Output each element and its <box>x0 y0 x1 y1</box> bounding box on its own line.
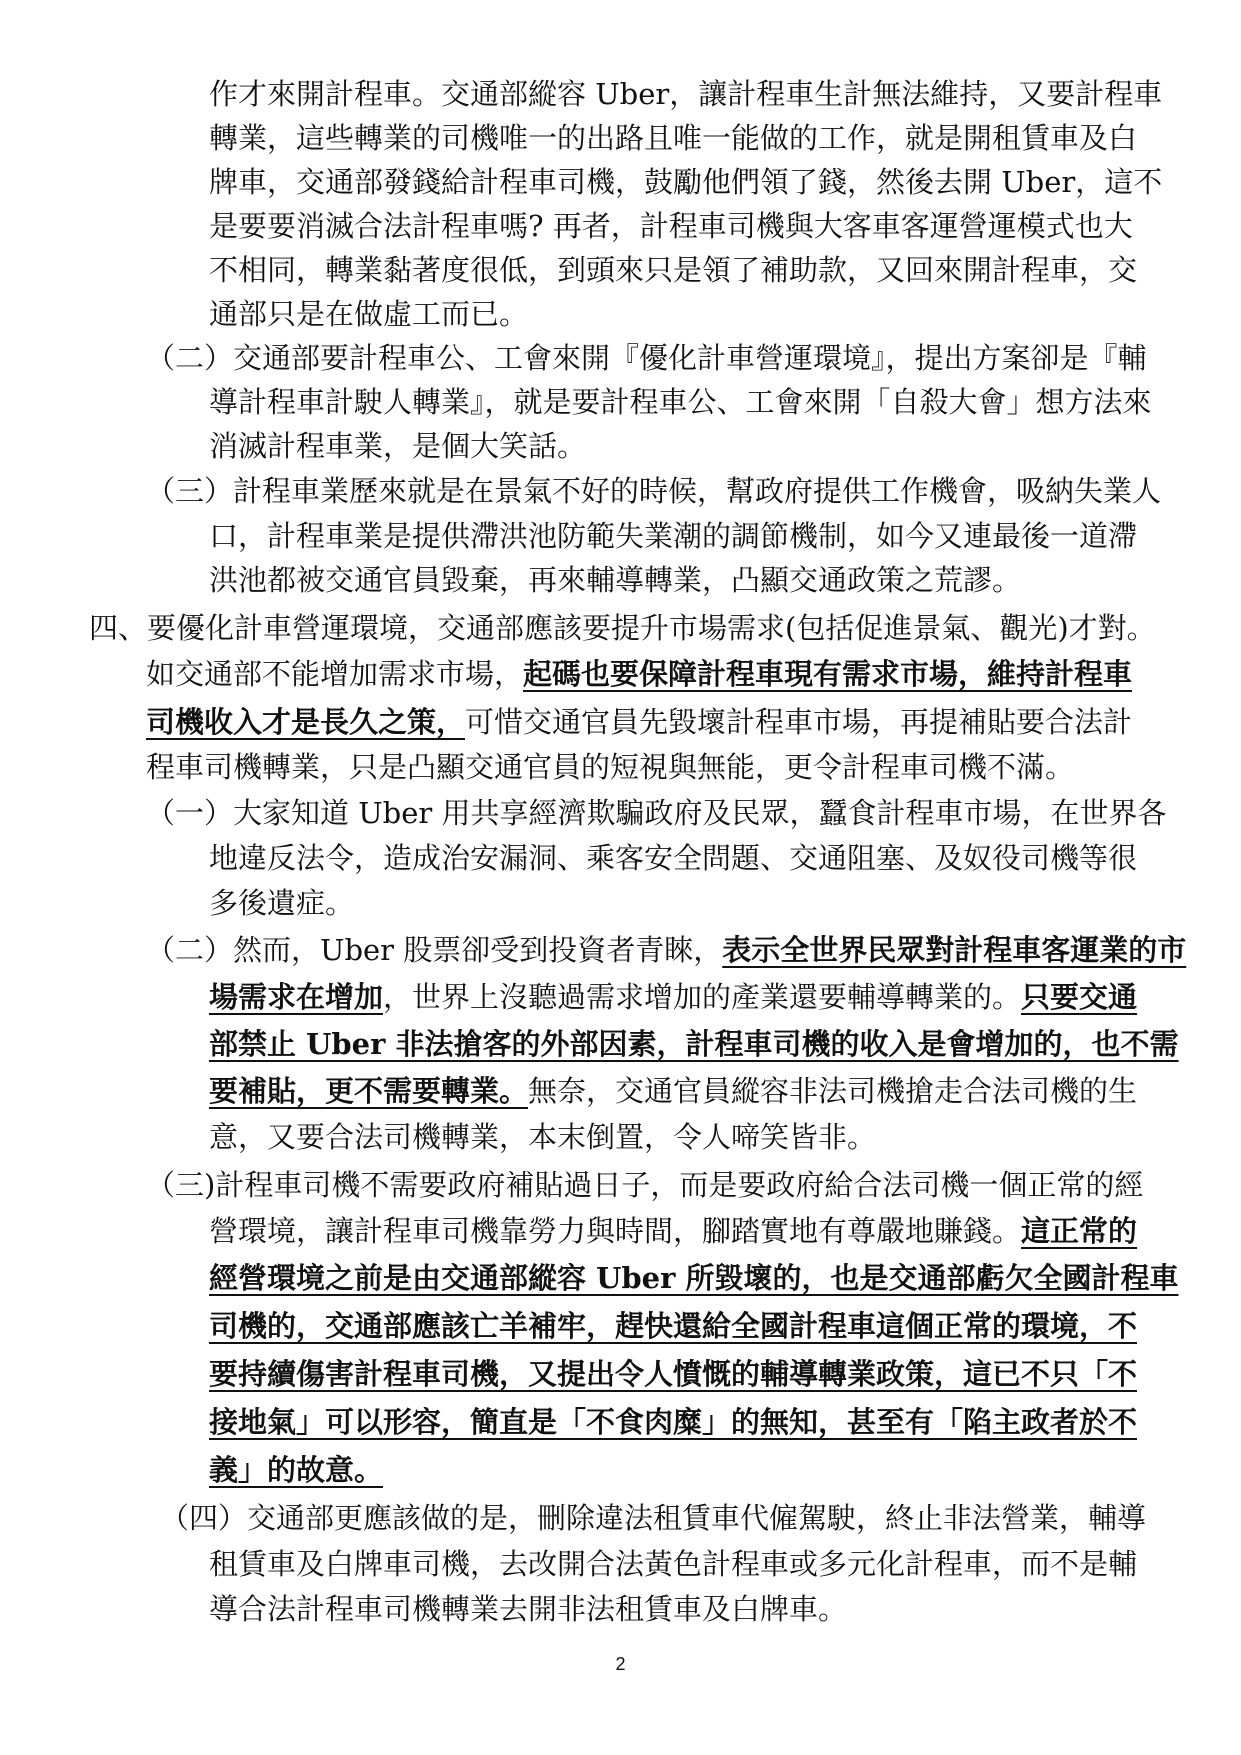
emphasis-text: 司機收入才是長久之策， <box>146 705 466 739</box>
emphasis-text: 只要交通 <box>1021 980 1138 1014</box>
text-line: （一）大家知道 Uber 用共享經濟欺騙政府及民眾，蠶食計程車市場，在世界各 <box>146 796 1167 830</box>
text-line: 租賃車及白牌車司機，去改開合法黃色計程車或多元化計程車，而不是輔 <box>209 1547 1138 1581</box>
text-line <box>209 1020 1179 1068</box>
plain-text: 營環境，讓計程車司機靠勞力與時間，腳踏實地有尊嚴地賺錢。 <box>209 1214 1022 1248</box>
emphasis-text: 接地氣」可以形容，簡直是「不食肉糜」的無知，甚至有「陷主政者於不 <box>209 1405 1138 1439</box>
emphasis-text: 部禁止 Uber 非法搶客的外部因素，計程車司機的收入是會增加的，也不需 <box>209 1027 1179 1061</box>
plain-text: 如交通部不能增加需求市場， <box>146 657 524 691</box>
text-line: （三）計程車業歷來就是在景氣不好的時候，幫政府提供工作機會，吸納失業人 <box>146 474 1162 508</box>
section-heading: 四、要優化計車營運環境，交通部應該要提升市場需求(包括促進景氣、觀光)才對。 <box>89 611 1156 645</box>
emphasis-text: 要持續傷害計程車司機，又提出令人憤慨的輔導轉業政策，這已不只「不 <box>209 1357 1138 1391</box>
emphasis-text: 起碼也要保障計程車現有需求市場，維持計程車 <box>523 657 1133 691</box>
plain-text: 無奈，交通官員縱容非法司機搶走合法司機的生 <box>528 1074 1138 1108</box>
text-line <box>209 1067 1137 1115</box>
plain-text: 可惜交通官員先毀壞計程車市場，再提補貼要合法計 <box>465 705 1133 739</box>
text-line: 作才來開計程車。交通部縱容 Uber，讓計程車生計無法維持，又要計程車 <box>209 77 1163 111</box>
emphasis-text: 場需求在增加 <box>209 980 384 1014</box>
text-line <box>209 1207 1137 1255</box>
text-line: 洪池都被交通官員毀棄，再來輔導轉業，凸顯交通政策之荒謬。 <box>209 563 1022 597</box>
emphasis-text: 司機的，交通部應該亡羊補牢，趕快還給全國計程車這個正常的環境，不 <box>209 1309 1138 1343</box>
text-line <box>209 1254 1179 1302</box>
emphasis-text: 義」的故意。 <box>209 1453 384 1487</box>
text-line: 轉業，這些轉業的司機唯一的出路且唯一能做的工作，就是開租賃車及白 <box>209 121 1138 155</box>
text-line <box>209 1302 1137 1350</box>
text-line: 意，又要合法司機轉業，本末倒置，令人啼笑皆非。 <box>209 1120 877 1154</box>
text-line: 牌車，交通部發錢給計程車司機，鼓勵他們領了錢，然後去開 Uber，這不 <box>209 165 1163 199</box>
text-line: 地違反法令，造成治安漏洞、乘客安全問題、交通阻塞、及奴役司機等很 <box>209 841 1138 875</box>
text-line <box>209 1398 1137 1446</box>
page-number: 2 <box>615 1654 626 1674</box>
emphasis-text: 這正常的 <box>1021 1214 1138 1248</box>
text-line: 導合法計程車司機轉業去開非法租賃車及白牌車。 <box>209 1592 848 1626</box>
text-line: （三)計程車司機不需要政府補貼過日子，而是要政府給合法司機一個正常的經 <box>146 1168 1144 1202</box>
text-line: 是要要消滅合法計程車嗎? 再者，計程車司機與大客車客運營運模式也大 <box>209 209 1133 243</box>
plain-text: （二）然而，Uber 股票卻受到投資者青睞， <box>146 933 723 967</box>
text-line <box>146 650 1132 698</box>
emphasis-text: 要補貼，更不需要轉業。 <box>209 1074 529 1108</box>
text-line <box>146 698 1132 746</box>
text-line: （四）交通部更應該做的是，刪除違法租賃車代僱駕駛，終止非法營業，輔導 <box>160 1501 1147 1535</box>
text-line: 多後遺症。 <box>209 886 355 920</box>
text-line: 導計程車計駛人轉業』，就是要計程車公、工會來開「自殺大會」想方法來 <box>209 385 1152 419</box>
emphasis-text: 表示全世界民眾對計程車客運業的市 <box>722 933 1187 967</box>
text-line: 消滅計程車業，是個大笑話。 <box>209 429 587 463</box>
text-line: 通部只是在做虛工而已。 <box>209 297 529 331</box>
text-line <box>209 973 1137 1021</box>
text-line: 不相同，轉業黏著度很低，到頭來只是領了補助款，又回來開計程車，交 <box>209 253 1138 287</box>
emphasis-text: 經營環境之前是由交通部縱容 Uber 所毀壞的，也是交通部虧欠全國計程車 <box>209 1261 1179 1295</box>
text-line <box>146 926 1186 974</box>
text-line: 程車司機轉業，只是凸顯交通官員的短視與無能，更令計程車司機不滿。 <box>146 750 1075 784</box>
text-line <box>209 1350 1137 1398</box>
text-line: （二）交通部要計程車公、工會來開『優化計車營運環境』，提出方案卻是『輔 <box>146 341 1147 375</box>
text-line: 口，計程車業是提供滯洪池防範失業潮的調節機制，如今又連最後一道滯 <box>209 519 1138 553</box>
plain-text: ，世界上沒聽過需求增加的產業還要輔導轉業的。 <box>383 980 1022 1014</box>
text-line <box>209 1446 383 1494</box>
